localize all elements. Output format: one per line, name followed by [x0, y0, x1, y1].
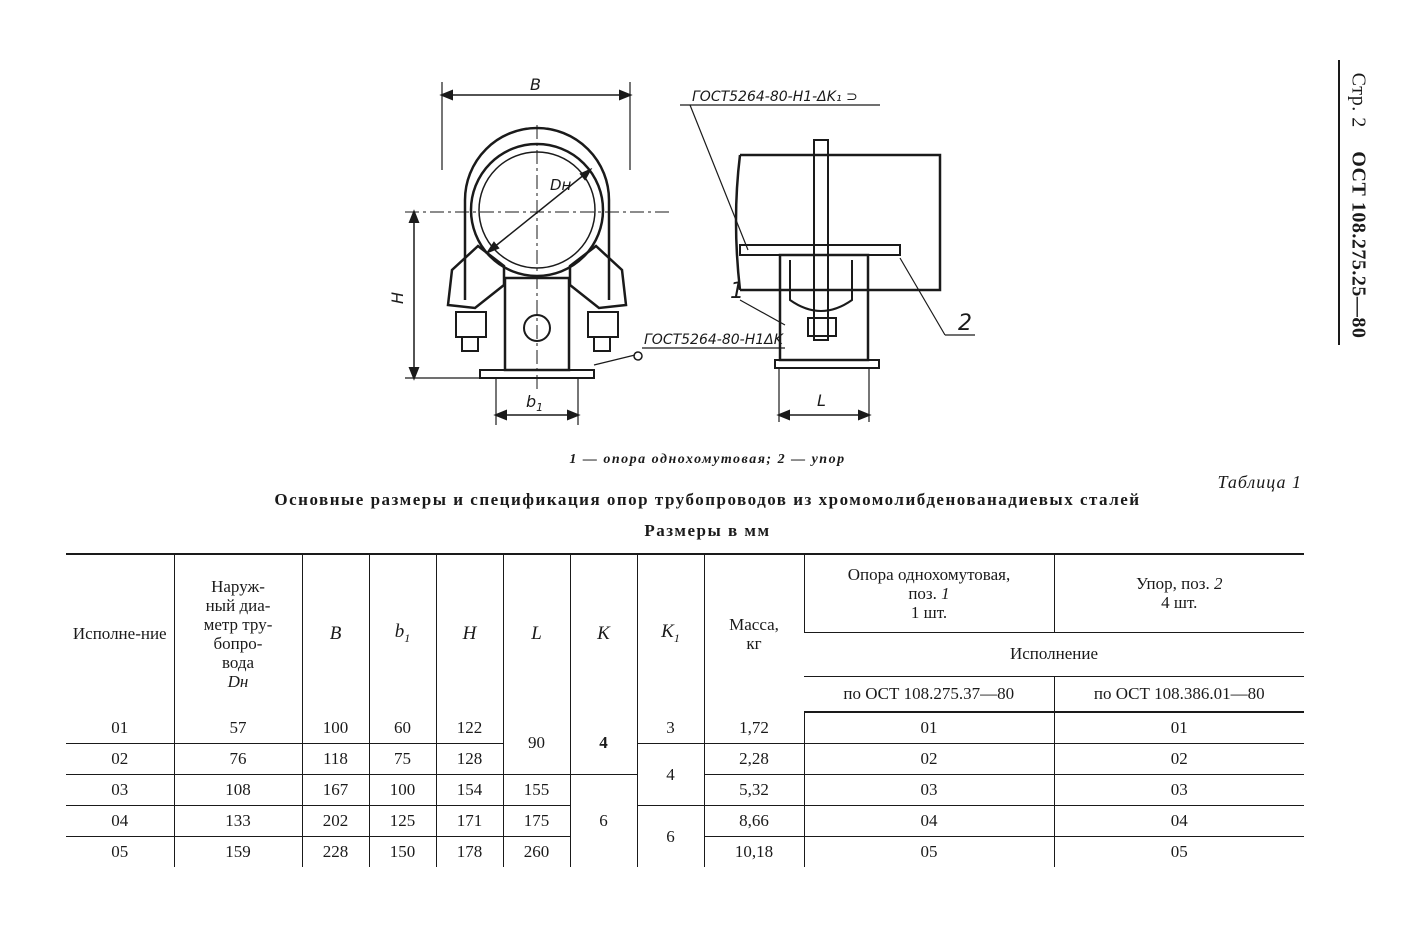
cell-dn: 76 [174, 744, 302, 775]
cell-dn: 108 [174, 775, 302, 806]
cell-K1: 6 [637, 806, 704, 868]
cell-L: 260 [503, 837, 570, 868]
weld-annotation-bottom: ГОСТ5264-80-Н1ΔK [644, 332, 783, 348]
cell-opora: 02 [804, 744, 1054, 775]
cell-H: 171 [436, 806, 503, 837]
header-K: K [570, 554, 637, 712]
cell-H: 178 [436, 837, 503, 868]
table-row [66, 712, 1304, 744]
cell-isp: 05 [66, 837, 174, 868]
header-L: L [503, 554, 570, 712]
cell-dn: 57 [174, 712, 302, 744]
cell-dn: 159 [174, 837, 302, 868]
figure-caption: 1 — опора однохомутовая; 2 — упор [569, 452, 846, 467]
cell-upor: 01 [1054, 712, 1304, 744]
cell-L: 155 [503, 775, 570, 806]
cell-K: 6 [570, 775, 637, 868]
cell-b1: 75 [369, 744, 436, 775]
cell-isp: 03 [66, 775, 174, 806]
cell-H: 122 [436, 712, 503, 744]
cell-L: 175 [503, 806, 570, 837]
page-number: Стр. 2 [1347, 72, 1370, 128]
cell-opora: 03 [804, 775, 1054, 806]
callout-2: 2 [958, 311, 972, 336]
header-ispolnenie-group: Исполнение [804, 632, 1304, 676]
cell-opora: 01 [804, 712, 1054, 744]
dim-label-Dn: Dн [550, 176, 572, 194]
cell-K1: 4 [637, 744, 704, 806]
table-row [66, 744, 1304, 775]
cell-upor: 03 [1054, 775, 1304, 806]
header-B: B [302, 554, 369, 712]
table-row [66, 806, 1304, 837]
table-subtitle: Размеры в мм [644, 521, 771, 540]
cell-isp: 04 [66, 806, 174, 837]
cell-L: 90 [503, 712, 570, 775]
cell-b1: 150 [369, 837, 436, 868]
header-ost-opora: по ОСТ 108.275.37—80 [804, 676, 1054, 712]
cell-b1: 60 [369, 712, 436, 744]
cell-B: 228 [302, 837, 369, 868]
standard-code: ОСТ 108.275.25—80 [1347, 150, 1370, 338]
page-header-vertical [1336, 60, 1380, 350]
cell-massa: 10,18 [704, 837, 804, 868]
callout-1: 1 [730, 279, 744, 304]
header-ost-upor: по ОСТ 108.386.01—80 [1054, 676, 1304, 712]
cell-opora: 05 [804, 837, 1054, 868]
cell-B: 202 [302, 806, 369, 837]
table-label: Таблица 1 [1217, 472, 1302, 492]
cell-B: 167 [302, 775, 369, 806]
header-K1: $K_1$ [637, 554, 704, 712]
cell-B: 100 [302, 712, 369, 744]
weld-annotation-top: ГОСТ5264-80-Н1-ΔK₁ ⊃ [692, 89, 858, 105]
cell-b1: 125 [369, 806, 436, 837]
header-upor: Упор, поз. 2 4 шт. [1054, 554, 1304, 632]
cell-K1: 3 [637, 712, 704, 744]
cell-isp: 02 [66, 744, 174, 775]
header-ispolnenie: Исполне-ние [66, 554, 174, 712]
dim-label-L: L [817, 391, 826, 410]
cell-B: 118 [302, 744, 369, 775]
cell-massa: 8,66 [704, 806, 804, 837]
technical-drawing [380, 60, 1000, 430]
header-diameter: Наруж- ный диа- метр тру- бопро- вода Dн [174, 554, 302, 712]
header-H: H [436, 554, 503, 712]
cell-K: 4 [570, 712, 637, 775]
cell-upor: 04 [1054, 806, 1304, 837]
dim-label-H: H [388, 291, 407, 304]
cell-massa: 2,28 [704, 744, 804, 775]
cell-upor: 02 [1054, 744, 1304, 775]
cell-H: 154 [436, 775, 503, 806]
table-title: Основные размеры и спецификация опор трубопроводов из хромомолибденованадиевых сталей [274, 490, 1141, 509]
cell-isp: 01 [111, 717, 129, 737]
header-b1: $b_1$ [369, 554, 436, 712]
cell-massa: 1,72 [704, 712, 804, 744]
side-view [680, 105, 975, 422]
cell-H: 128 [436, 744, 503, 775]
cell-massa: 5,32 [704, 775, 804, 806]
front-view [405, 82, 785, 425]
header-massa: Масса, кг [704, 554, 804, 712]
dim-label-b1: $b_1$ [526, 392, 544, 414]
spec-table [66, 553, 1304, 867]
cell-dn: 133 [174, 806, 302, 837]
dim-label-B: B [530, 75, 541, 94]
cell-b1: 100 [369, 775, 436, 806]
header-opora: Опора однохомутовая, поз. 1 1 шт. [804, 554, 1054, 632]
cell-upor: 05 [1054, 837, 1304, 868]
cell-opora: 04 [804, 806, 1054, 837]
